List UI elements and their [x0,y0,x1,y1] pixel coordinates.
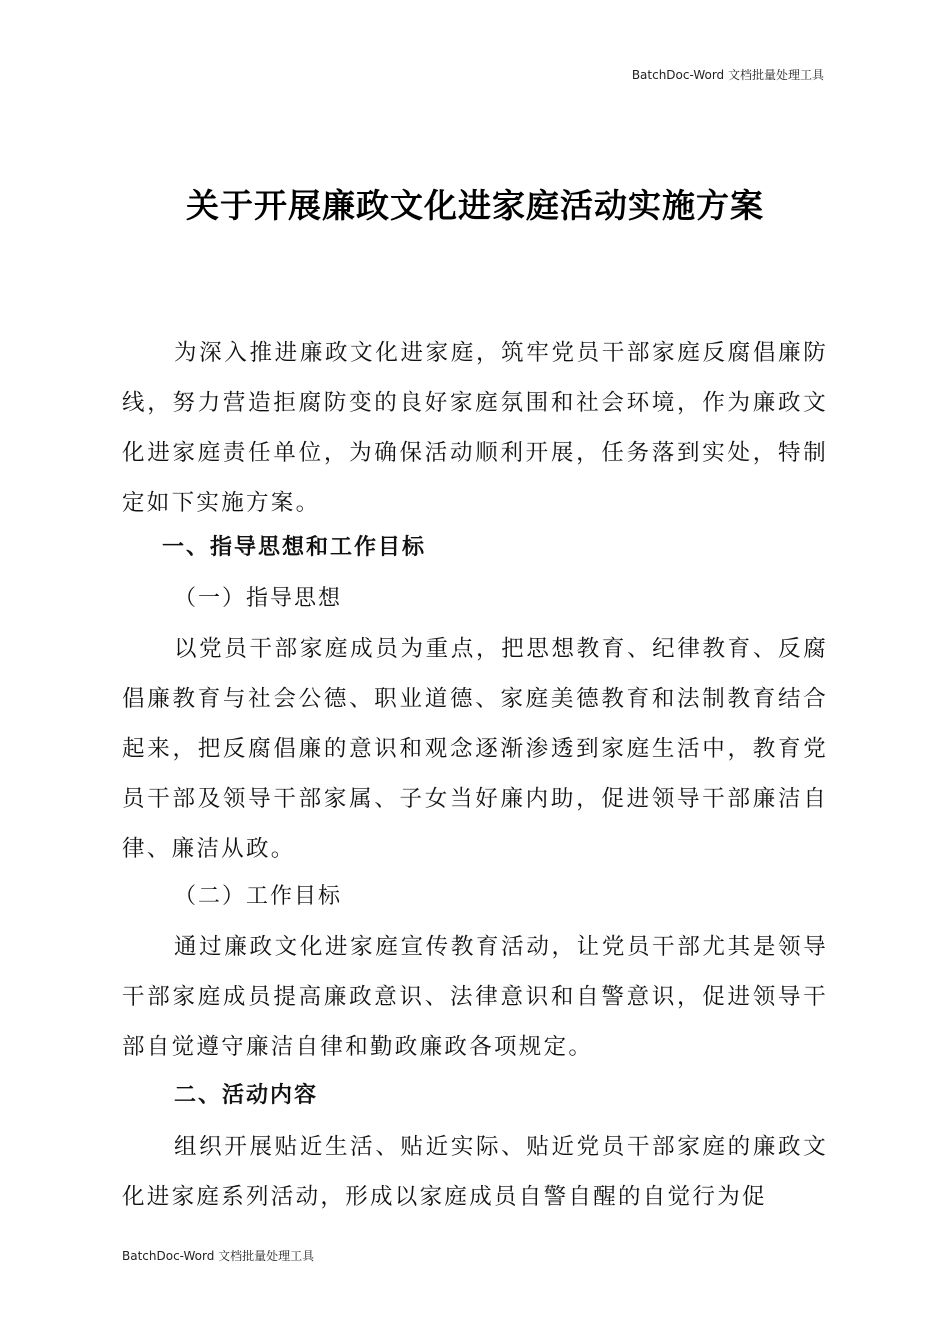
subheading-guiding: （一）指导思想 [174,586,343,611]
document-title: 关于开展廉政文化进家庭活动实施方案 [186,186,764,225]
footer-watermark: BatchDoc-Word 文档批量处理工具 [122,1249,315,1263]
guiding-paragraph: 以党员干部家庭成员为重点，把思想教育、纪律教育、反腐倡廉教育与社会公德、职业道德、家庭美德教育和法制教育结合起来，把反腐倡廉的意识和观念逐渐渗透到家庭生活中，教育党员干部及领导干部家属、子女当好廉内助，促进领导干部廉洁自律、廉洁从政。 [122,636,828,862]
activity-paragraph: 组织开展贴近生活、贴近实际、贴近党员干部家庭的廉政文化进家庭系列活动，形成以家庭成员自警自醒的自觉行为促 [122,1134,828,1210]
header-watermark: BatchDoc-Word 文档批量处理工具 [631,68,824,82]
intro-paragraph: 为深入推进廉政文化进家庭，筑牢党员干部家庭反腐倡廉防线，努力营造拒腐防变的良好家庭氛围和社会环境，作为廉政文化进家庭责任单位，为确保活动顺利开展，任务落到实处，特制定如下实施方案。 [122,340,828,516]
goal-paragraph: 通过廉政文化进家庭宣传教育活动，让党员干部尤其是领导干部家庭成员提高廉政意识、法律意识和自警意识，促进领导干部自觉遵守廉洁自律和勤政廉政各项规定。 [122,934,828,1060]
subheading-goal: （二）工作目标 [174,884,343,909]
section-heading-1: 一、指导思想和工作目标 [162,535,427,560]
section-heading-2: 二、活动内容 [174,1083,319,1108]
